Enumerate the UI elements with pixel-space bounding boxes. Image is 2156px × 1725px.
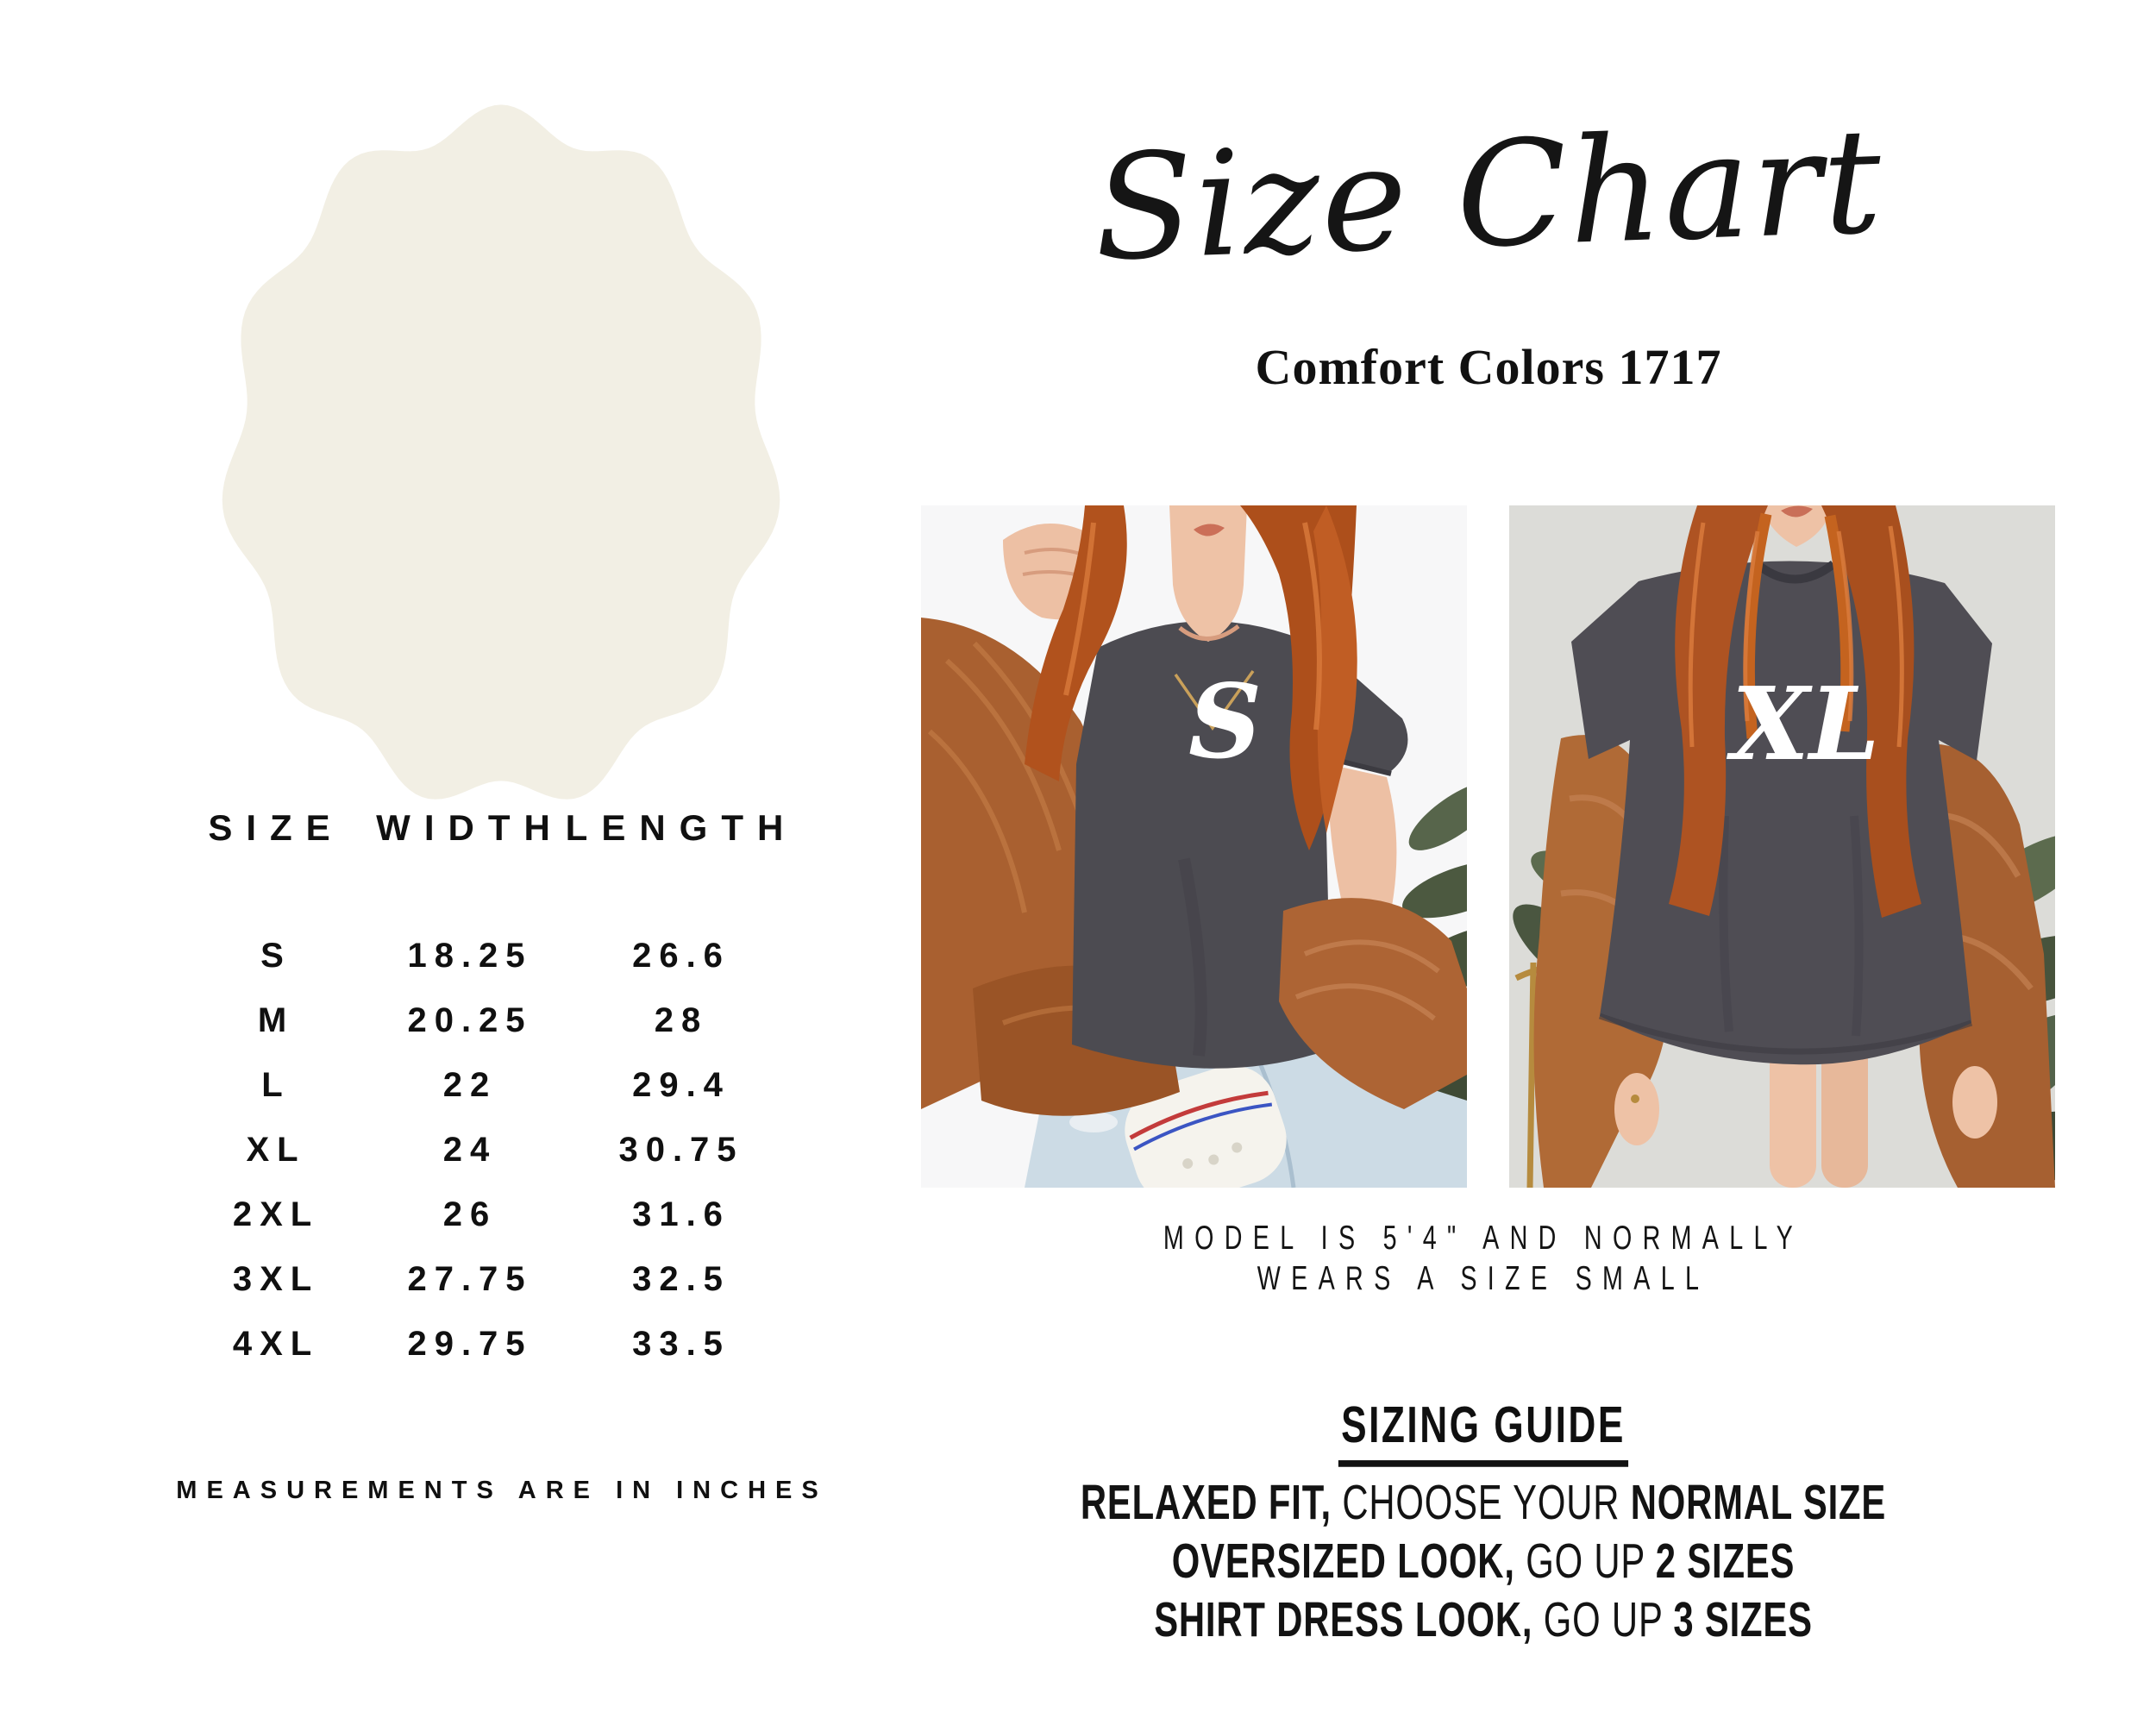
width-value: 29.75 bbox=[407, 1325, 533, 1363]
width-value: 24 bbox=[442, 1131, 498, 1169]
col-header-size: SIZE bbox=[208, 807, 344, 848]
measurements-footnote: MEASUREMENTS ARE IN INCHES bbox=[176, 1477, 828, 1504]
size-value: 4XL bbox=[232, 1325, 320, 1363]
table-row bbox=[155, 1325, 776, 1390]
length-value: 28 bbox=[654, 1001, 709, 1039]
table-row bbox=[155, 1066, 776, 1132]
length-value: 29.4 bbox=[632, 1066, 730, 1104]
width-value: 22 bbox=[442, 1066, 498, 1104]
size-table bbox=[155, 0, 798, 1725]
length-value: 26.6 bbox=[632, 937, 730, 975]
table-row bbox=[155, 1131, 776, 1196]
size-value: L bbox=[261, 1066, 291, 1104]
sizing-guide-line-relaxed: RELAXED FIT, CHOOSE YOUR NORMAL SIZE bbox=[1080, 1475, 1887, 1529]
shirt-size-letter-xl: XL bbox=[1732, 666, 1880, 783]
model-photo-size-xl bbox=[1509, 505, 2055, 1188]
page-subtitle: Comfort Colors 1717 bbox=[1255, 339, 1722, 395]
size-value: 3XL bbox=[232, 1260, 320, 1298]
table-row bbox=[155, 1195, 776, 1261]
width-value: 20.25 bbox=[407, 1001, 533, 1039]
model-caption-line1: MODEL IS 5'4" AND NORMALLY bbox=[1163, 1220, 1804, 1257]
sizing-guide-line-shirtdress: SHIRT DRESS LOOK, GO UP 3 SIZES bbox=[1154, 1592, 1813, 1647]
table-row bbox=[155, 937, 776, 1002]
length-value: 33.5 bbox=[632, 1325, 730, 1363]
table-row bbox=[155, 1001, 776, 1067]
oversized-tshirt bbox=[1571, 561, 1992, 1064]
width-value: 18.25 bbox=[407, 937, 533, 975]
width-value: 27.75 bbox=[407, 1260, 533, 1298]
model-caption-line2: WEARS A SIZE SMALL bbox=[1257, 1260, 1710, 1297]
col-header-width: WIDTH bbox=[376, 807, 564, 848]
size-table-header-row bbox=[155, 807, 798, 873]
length-value: 31.6 bbox=[632, 1195, 730, 1233]
sizing-guide-heading: SIZING GUIDE bbox=[1307, 1399, 1660, 1464]
table-row bbox=[155, 1260, 776, 1326]
col-header-length: LENGTH bbox=[565, 807, 798, 848]
model-photo-size-s bbox=[921, 505, 1467, 1188]
size-value: XL bbox=[246, 1131, 306, 1169]
size-value: S bbox=[260, 937, 291, 975]
size-value: M bbox=[257, 1001, 295, 1039]
width-value: 26 bbox=[442, 1195, 498, 1233]
sizing-guide-line-oversized: OVERSIZED LOOK, GO UP 2 SIZES bbox=[1171, 1534, 1796, 1588]
shirt-size-letter-s: S bbox=[1188, 662, 1263, 781]
length-value: 30.75 bbox=[618, 1131, 744, 1169]
size-value: 2XL bbox=[232, 1195, 320, 1233]
length-value: 32.5 bbox=[632, 1260, 730, 1298]
page-title: Size Chart bbox=[1091, 97, 1886, 293]
